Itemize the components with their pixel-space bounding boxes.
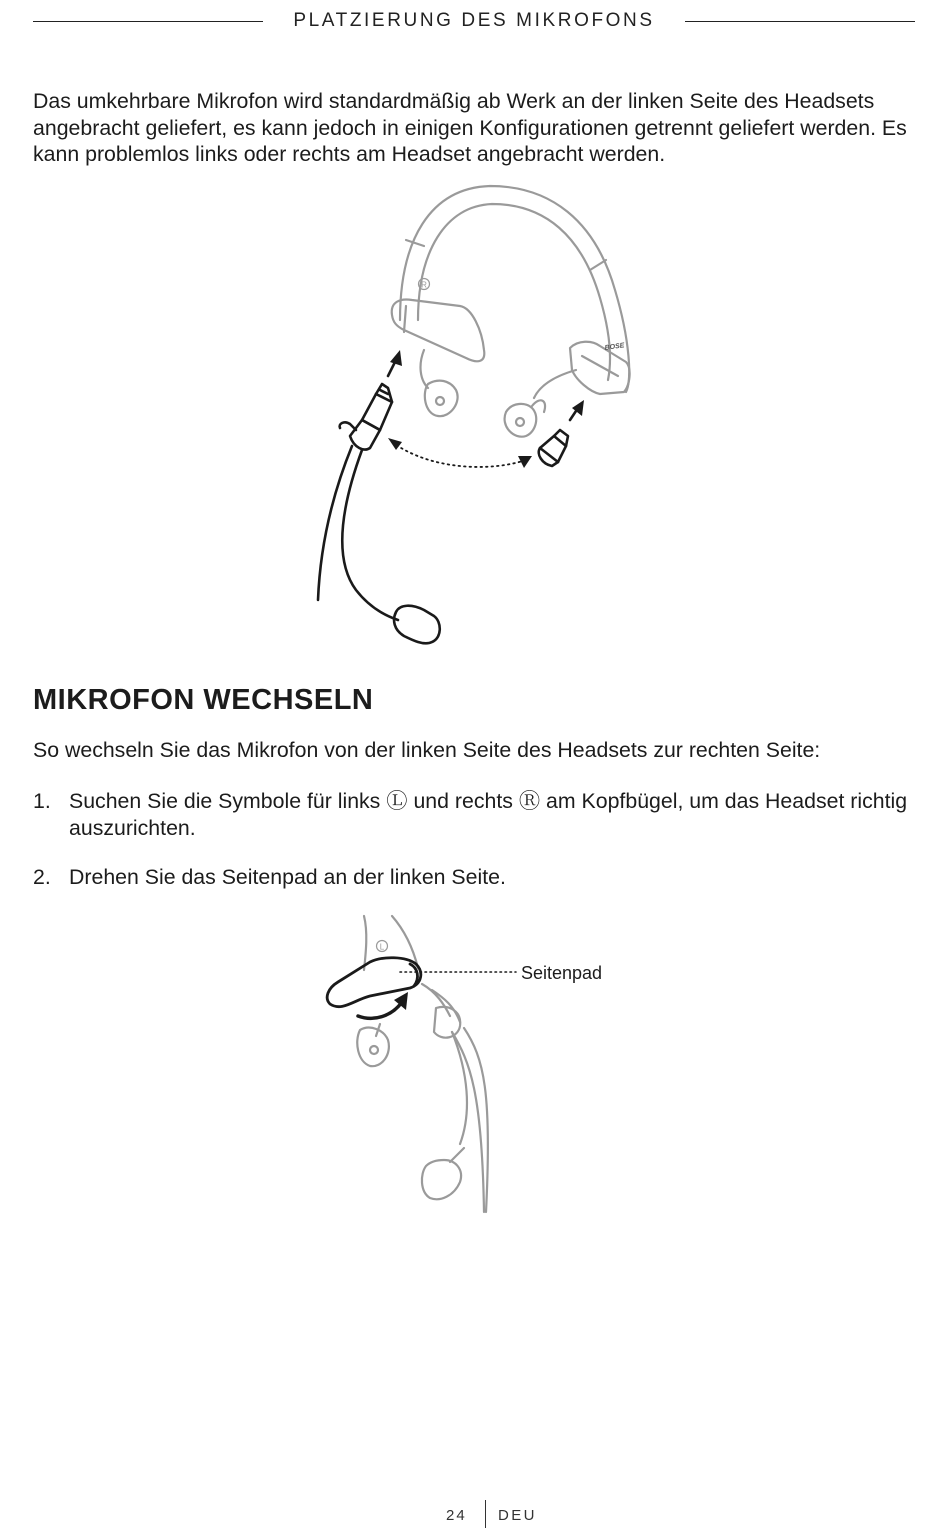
step-text: Drehen Sie das Seitenpad an der linken Seite. bbox=[69, 865, 506, 889]
intro-paragraph: Das umkehrbare Mikrofon wird standardmäßig ab Werk an der linken Seite des Headsets angebracht geliefert, es kann jedoch in einigen Konfigurationen getrennt geliefert werden. Es kann problemlos links oder rechts am Headset angebracht werden. bbox=[33, 89, 907, 166]
page-header-title: PLATZIERUNG DES MIKROFONS bbox=[293, 10, 655, 31]
side-pad-rotation-illustration bbox=[310, 912, 630, 1217]
headset-microphone-placement-illustration bbox=[300, 180, 660, 655]
left-symbol-label: L bbox=[379, 942, 385, 952]
right-symbol-label: R bbox=[421, 280, 427, 290]
language-code: DEU bbox=[498, 1507, 537, 1524]
footer-separator bbox=[485, 1500, 486, 1528]
section-lead: So wechseln Sie das Mikrofon von der linken Seite des Headsets zur rechten Seite: bbox=[33, 738, 821, 762]
step-number: 1. bbox=[33, 789, 51, 813]
side-pad-callout-label: Seitenpad bbox=[521, 963, 603, 983]
section-heading: MIKROFON WECHSELN bbox=[33, 684, 374, 716]
page-header bbox=[33, 8, 915, 34]
header-rule-right bbox=[685, 21, 915, 22]
step-text: Suchen Sie die Symbole für links Ⓛ und rechts Ⓡ am Kopfbügel, um das Headset richtig auszurichten. bbox=[69, 789, 908, 840]
page-number: 24 bbox=[446, 1507, 467, 1524]
step-number: 2. bbox=[33, 865, 51, 889]
page-footer bbox=[0, 1500, 950, 1530]
brand-logo: BOSE bbox=[604, 342, 625, 352]
